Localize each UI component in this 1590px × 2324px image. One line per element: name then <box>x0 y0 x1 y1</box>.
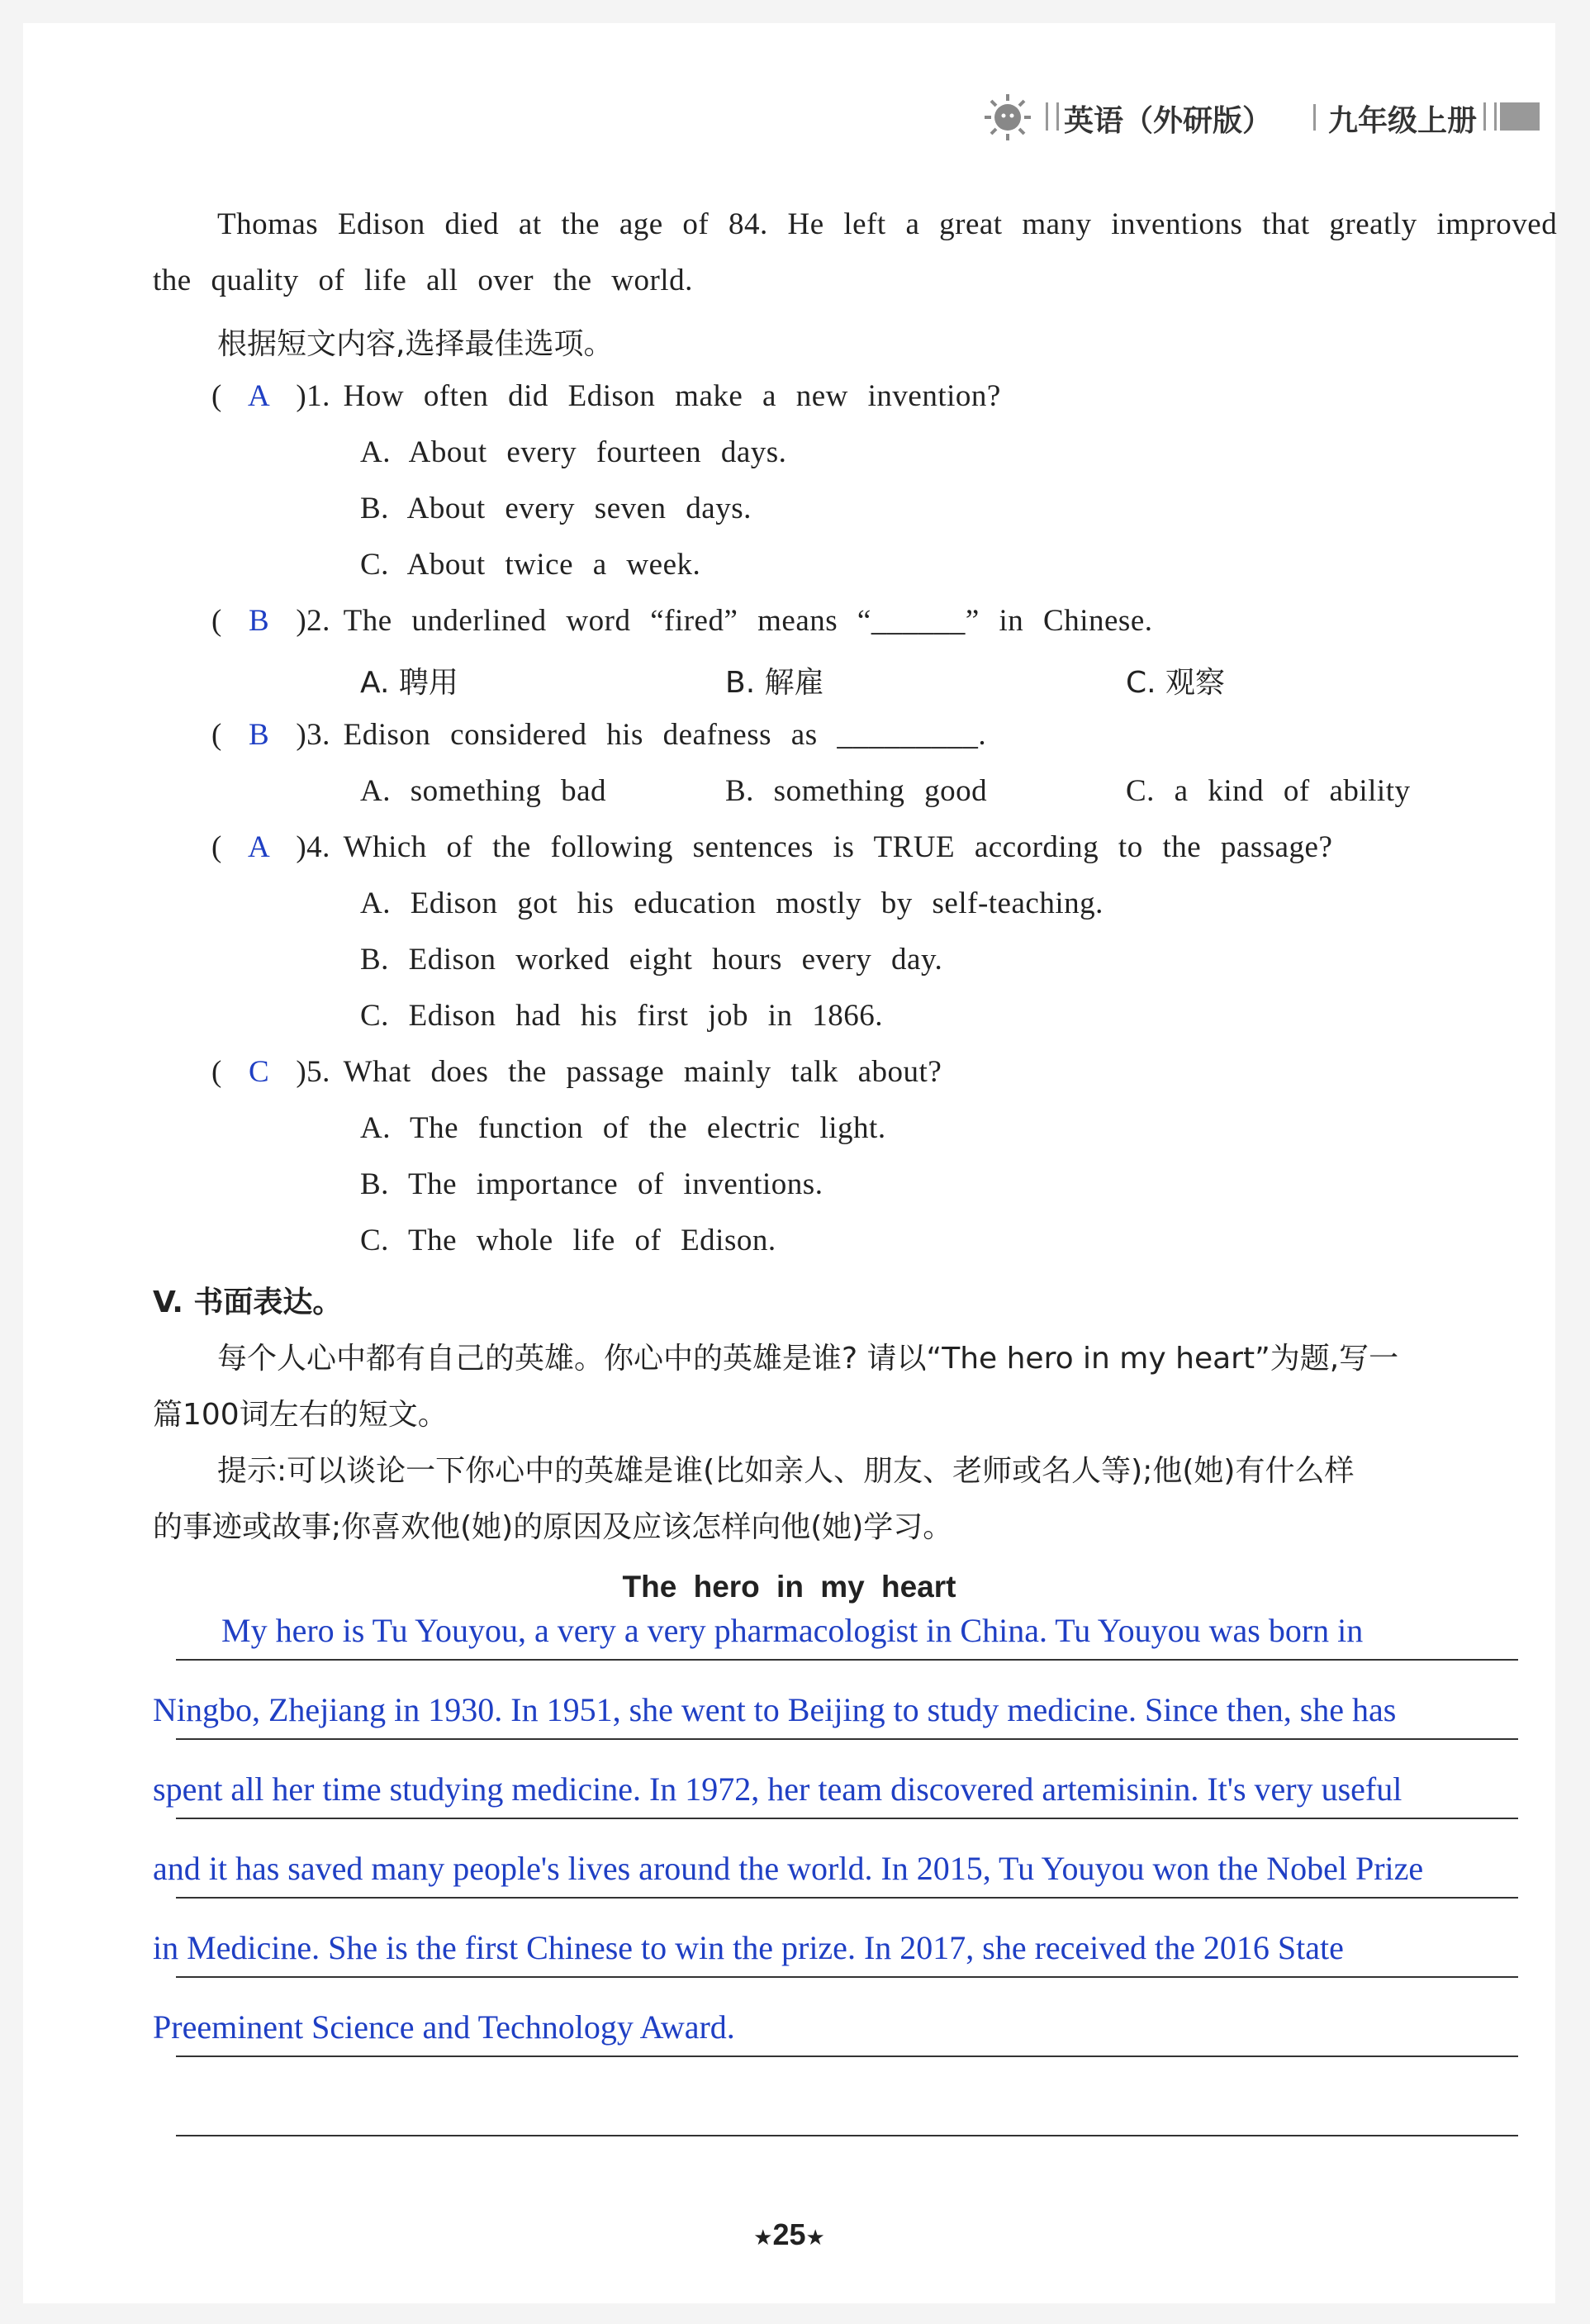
passage-line-2: the quality of life all over the world. <box>153 264 693 297</box>
worksheet-page <box>23 23 1558 2303</box>
q3-option-c: C. a kind of ability <box>1126 774 1411 808</box>
answer-2: B <box>248 604 270 638</box>
writing-rule <box>176 2135 1518 2136</box>
writing-rule <box>176 1818 1518 1819</box>
answer-paren-open: ( <box>211 604 222 638</box>
q5-option-a: A. The function of the electric light. <box>360 1111 886 1145</box>
q2-option-c: C. 观察 <box>1126 666 1226 700</box>
question-1 <box>211 378 1001 414</box>
q3-option-a: A. something bad <box>360 774 607 808</box>
writing-rule <box>176 1738 1518 1740</box>
section-5-prompt-line-1: 每个人心中都有自己的英雄。你心中的英雄是谁? 请以“The hero in my heart”为题,写一 <box>217 1342 1399 1376</box>
answer-5: C <box>248 1055 270 1089</box>
question-5 <box>211 1054 942 1090</box>
question-5-number: )5. <box>296 1055 330 1089</box>
q3-option-b: B. something good <box>725 774 988 808</box>
q4-option-c: C. Edison had his first job in 1866. <box>360 999 883 1033</box>
question-4-stem: Which of the following sentences is TRUE according to the passage? <box>343 830 1333 864</box>
section-5-heading: V. 书面表达。 <box>153 1286 343 1319</box>
star-icon: ★ <box>753 2225 773 2250</box>
section-5-hint-line-2: 的事迹或故事;你喜欢他(她)的原因及应该怎样向他(她)学习。 <box>153 1510 953 1544</box>
instruction: 根据短文内容,选择最佳选项。 <box>217 327 614 361</box>
header-divider <box>1313 104 1316 131</box>
essay-line-5: in Medicine. She is the first Chinese to win the prize. In 2017, she received the 2016 State <box>153 1929 1344 1966</box>
answer-paren-open: ( <box>211 1055 222 1089</box>
q4-option-a: A. Edison got his education mostly by self-teaching. <box>360 886 1104 920</box>
writing-rule <box>176 2055 1518 2057</box>
header-grade: 九年级上册 <box>1328 104 1478 138</box>
question-5-stem: What does the passage mainly talk about? <box>343 1055 942 1089</box>
sun-logo-icon <box>981 91 1034 144</box>
question-3-stem: Edison considered his deafness as _________. <box>343 718 987 752</box>
writing-rule <box>176 1976 1518 1978</box>
question-4-number: )4. <box>296 830 330 864</box>
answer-4: A <box>247 830 271 864</box>
q1-option-b: B. About every seven days. <box>360 492 752 525</box>
answer-paren-open: ( <box>211 718 222 752</box>
q5-option-c: C. The whole life of Edison. <box>360 1224 776 1257</box>
question-3 <box>211 717 986 753</box>
page-header <box>981 91 1543 140</box>
writing-rule <box>176 1897 1518 1899</box>
answer-paren-open: ( <box>211 379 222 413</box>
page-number-value: 25 <box>772 2217 806 2251</box>
header-subject: 英语（外研版） <box>1064 104 1273 138</box>
question-4 <box>211 829 1332 865</box>
question-2 <box>211 603 1153 639</box>
answer-3: B <box>248 718 270 752</box>
essay-title: The hero in my heart <box>622 1570 956 1604</box>
passage-line-1: Thomas Edison died at the age of 84. He left a great many inventions that greatly improved <box>217 207 1558 241</box>
essay-line-3: spent all her time studying medicine. In 1972, her team discovered artemisinin. It's very useful <box>153 1770 1403 1808</box>
question-2-number: )2. <box>296 604 330 638</box>
answer-1: A <box>247 379 271 413</box>
section-5-hint-line-1: 提示:可以谈论一下你心中的英雄是谁(比如亲人、朋友、老师或名人等);他(她)有什么样 <box>217 1454 1355 1488</box>
q1-option-a: A. About every fourteen days. <box>360 435 787 469</box>
section-5-prompt-line-2: 篇100词左右的短文。 <box>153 1398 448 1432</box>
question-1-stem: How often did Edison make a new invention? <box>343 379 1001 413</box>
q2-option-a: A. 聘用 <box>360 666 458 700</box>
essay-line-6: Preeminent Science and Technology Award. <box>153 2008 735 2046</box>
question-3-number: )3. <box>296 718 330 752</box>
writing-rule <box>176 1659 1518 1661</box>
header-end-bar <box>1500 102 1540 131</box>
page-number <box>23 2217 1555 2252</box>
star-icon: ★ <box>805 2225 825 2250</box>
essay-line-4: and it has saved many people's lives around the world. In 2015, Tu Youyou won the Nobel Prize <box>153 1850 1424 1887</box>
q4-option-b: B. Edison worked eight hours every day. <box>360 943 943 977</box>
essay-line-1: My hero is Tu Youyou, a very a very pharmacologist in China. Tu Youyou was born in <box>221 1612 1364 1649</box>
header-divider <box>1046 102 1059 131</box>
question-1-number: )1. <box>296 379 330 413</box>
header-divider <box>1483 102 1497 131</box>
essay-line-2: Ningbo, Zhejiang in 1930. In 1951, she went to Beijing to study medicine. Since then, she has <box>153 1691 1397 1728</box>
question-2-stem: The underlined word “fired” means “______” in Chinese. <box>343 604 1153 638</box>
q5-option-b: B. The importance of inventions. <box>360 1167 823 1201</box>
q1-option-c: C. About twice a week. <box>360 548 701 582</box>
answer-paren-open: ( <box>211 830 222 864</box>
q2-option-b: B. 解雇 <box>725 666 824 700</box>
